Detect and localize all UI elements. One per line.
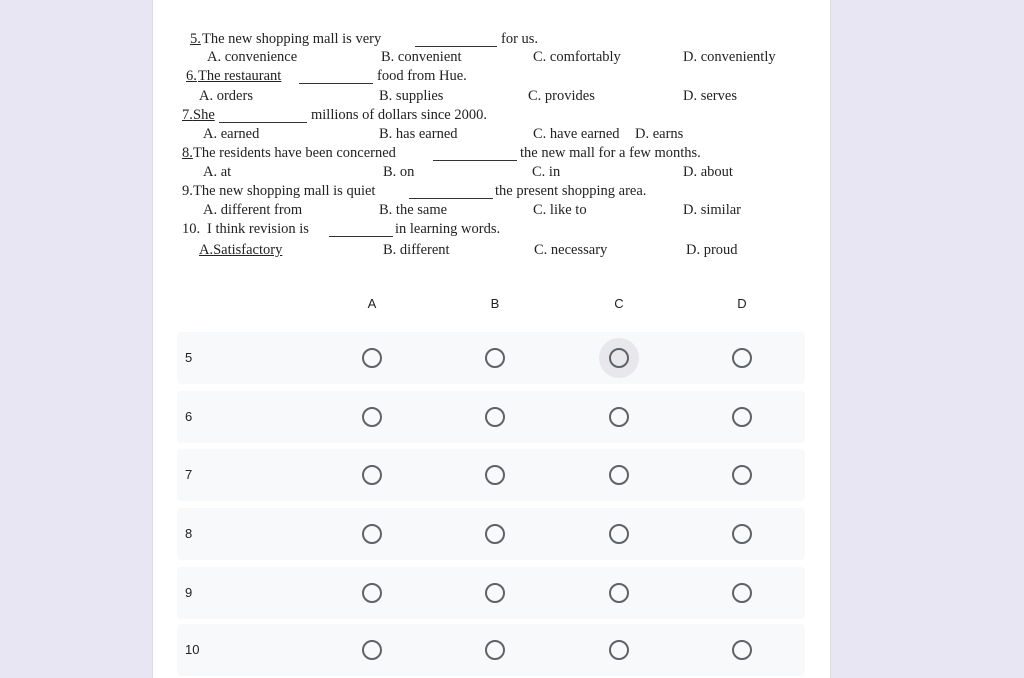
radio-5-b[interactable] xyxy=(485,348,505,368)
row-label: 9 xyxy=(185,585,193,600)
q8-number: 8. xyxy=(182,145,193,161)
q10-option-c: C. necessary xyxy=(534,242,608,258)
column-header-d: D xyxy=(737,296,747,311)
q6-option-d: D. serves xyxy=(683,88,737,104)
radio-10-c[interactable] xyxy=(609,640,629,660)
radio-10-d[interactable] xyxy=(732,640,752,660)
radio-6-b[interactable] xyxy=(485,407,505,427)
q10-option-b: B. different xyxy=(383,242,450,258)
q10-number: 10. xyxy=(182,221,201,237)
radio-5-a[interactable] xyxy=(362,348,382,368)
q6-stem: The restaurant xyxy=(198,68,282,84)
q9-option-c: C. like to xyxy=(533,202,587,218)
q7-option-c: C. have earned xyxy=(533,126,620,142)
q8-option-b: B. on xyxy=(383,164,415,180)
q6-option-b: B. supplies xyxy=(379,88,444,104)
row-label: 8 xyxy=(185,526,193,541)
q5-stem: The new shopping mall is very xyxy=(202,31,382,47)
q7-option-d: D. earns xyxy=(635,126,684,142)
q8-option-a: A. at xyxy=(203,164,232,180)
q7-option-a: A. earned xyxy=(203,126,260,142)
radio-7-a[interactable] xyxy=(362,465,382,485)
q5-blank xyxy=(415,46,497,47)
q10-option-a: A.Satisfactory xyxy=(199,242,283,258)
q6-stem-end: food from Hue. xyxy=(377,68,467,84)
row-label: 7 xyxy=(185,467,193,482)
radio-5-c[interactable] xyxy=(609,348,629,368)
radio-6-d[interactable] xyxy=(732,407,752,427)
q6-number: 6. xyxy=(186,68,197,84)
q9-option-a: A. different from xyxy=(203,202,303,218)
q7-stem: She xyxy=(193,107,215,123)
grid-row-6 xyxy=(177,391,805,443)
radio-8-a[interactable] xyxy=(362,524,382,544)
radio-7-c[interactable] xyxy=(609,465,629,485)
q8-blank xyxy=(433,160,517,161)
radio-8-c[interactable] xyxy=(609,524,629,544)
column-header-a: A xyxy=(367,296,377,311)
q10-stem-end: in learning words. xyxy=(395,221,501,237)
q5-option-d: D. conveniently xyxy=(683,49,776,65)
q9-option-d: D. similar xyxy=(683,202,741,218)
radio-9-c[interactable] xyxy=(609,583,629,603)
q8-option-c: C. in xyxy=(532,164,561,180)
q10-blank xyxy=(329,236,393,237)
radio-8-d[interactable] xyxy=(732,524,752,544)
q9-option-b: B. the same xyxy=(379,202,448,218)
q6-option-c: C. provides xyxy=(528,88,595,104)
radio-9-a[interactable] xyxy=(362,583,382,603)
q8-option-d: D. about xyxy=(683,164,733,180)
q9-number: 9. xyxy=(182,183,193,199)
row-label: 6 xyxy=(185,409,193,424)
grid-row-8 xyxy=(177,508,805,560)
radio-9-b[interactable] xyxy=(485,583,505,603)
radio-6-c[interactable] xyxy=(609,407,629,427)
column-header-c: C xyxy=(614,296,624,311)
form-card xyxy=(152,0,831,678)
q9-stem: The new shopping mall is quiet xyxy=(193,183,376,199)
radio-8-b[interactable] xyxy=(485,524,505,544)
q5-option-a: A. convenience xyxy=(207,49,298,65)
q5-number: 5. xyxy=(190,31,201,47)
column-header-b: B xyxy=(490,296,500,311)
question-image xyxy=(153,0,830,270)
q5-option-b: B. convenient xyxy=(381,49,462,65)
radio-6-a[interactable] xyxy=(362,407,382,427)
q6-option-a: A. orders xyxy=(199,88,253,104)
q5-stem-end: for us. xyxy=(501,31,539,47)
radio-7-d[interactable] xyxy=(732,465,752,485)
q10-stem: I think revision is xyxy=(207,221,309,237)
q10-option-d: D. proud xyxy=(686,242,738,258)
radio-10-a[interactable] xyxy=(362,640,382,660)
grid-row-5 xyxy=(177,332,805,384)
grid-row-7 xyxy=(177,449,805,501)
q8-stem: The residents have been concerned xyxy=(193,145,396,161)
radio-10-b[interactable] xyxy=(485,640,505,660)
radio-7-b[interactable] xyxy=(485,465,505,485)
q5-option-c: C. comfortably xyxy=(533,49,621,65)
row-label: 5 xyxy=(185,350,193,365)
radio-5-d[interactable] xyxy=(732,348,752,368)
row-label: 10 xyxy=(185,642,200,657)
q6-blank xyxy=(299,83,373,84)
q9-stem-end: the present shopping area. xyxy=(495,183,647,199)
q7-option-b: B. has earned xyxy=(379,126,458,142)
grid-row-9 xyxy=(177,567,805,619)
grid-row-10 xyxy=(177,624,805,676)
radio-9-d[interactable] xyxy=(732,583,752,603)
q7-blank xyxy=(219,122,307,123)
q8-stem-end: the new mall for a few months. xyxy=(520,145,701,161)
q7-number: 7. xyxy=(182,107,193,123)
q9-blank xyxy=(409,198,493,199)
q7-stem-end: millions of dollars since 2000. xyxy=(311,107,487,123)
